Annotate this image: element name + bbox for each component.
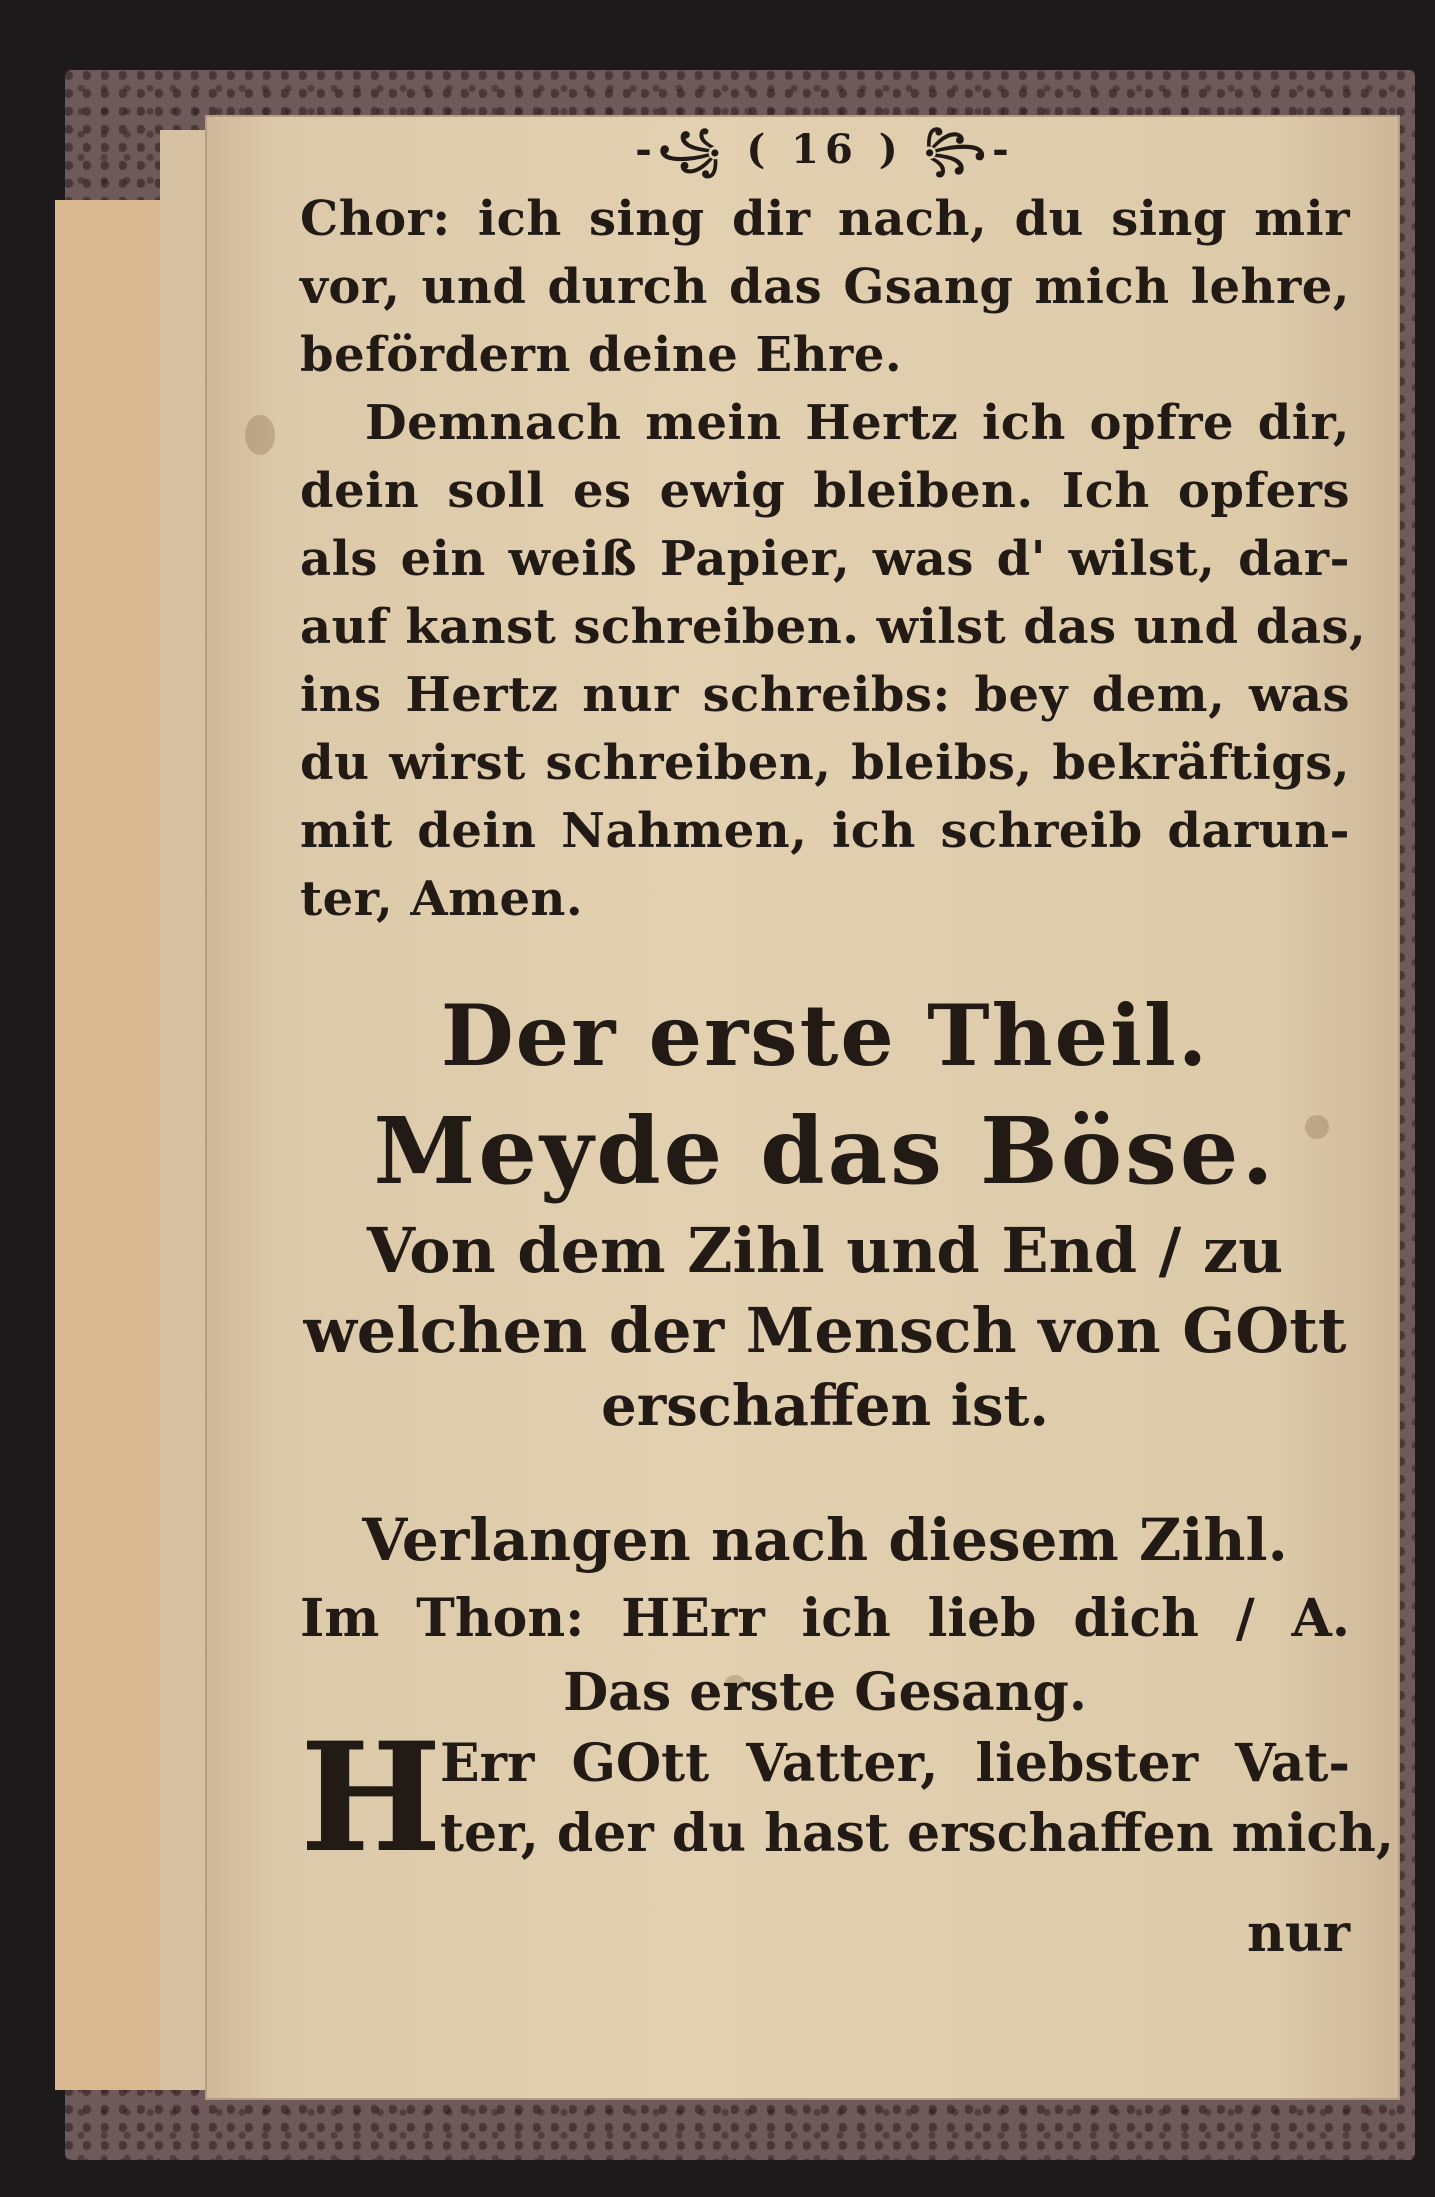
subtitle-line: erschaffen ist. <box>601 1373 1049 1439</box>
melody-indication: Im Thon: HErr ich lieb dich / A. <box>300 1588 1350 1649</box>
header-ornament-left: -꧁ <box>635 126 727 173</box>
text-line: mit dein Nahmen, ich schreib darun- <box>300 803 1350 859</box>
subtitle-line: Von dem Zihl und End / zu <box>366 1214 1284 1287</box>
verse-block <box>300 1710 1394 1899</box>
foxing-stain <box>245 415 275 455</box>
part-title: Der erste Theil. <box>440 986 1210 1085</box>
verse-line: ter, der du hast erschaffen mich, <box>440 1803 1394 1864</box>
chapter-subtitle <box>300 1211 1350 1441</box>
text-line: vor, und durch das Gsang mich lehre, <box>300 259 1350 315</box>
verse-line: Err GOtt Vatter, liebster Vat- <box>440 1733 1350 1794</box>
dropcap-initial: H <box>300 1710 442 1886</box>
text-line: auf kanst schreiben. wilst das und das, <box>300 599 1367 655</box>
section-title: Verlangen nach diesem Zihl. <box>362 1506 1288 1574</box>
page-text-block <box>300 115 1394 1969</box>
text-line: dein soll es ewig bleiben. Ich opfers <box>300 463 1350 519</box>
body-paragraph <box>300 185 1367 933</box>
text-line: Chor: ich sing dir nach, du sing mir <box>300 191 1350 247</box>
text-line: ins Hertz nur schreibs: bey dem, was <box>300 667 1350 723</box>
part-motto: Meyde das Böse. <box>373 1097 1277 1205</box>
song-title: Das erste Gesang. <box>563 1662 1087 1723</box>
subtitle-line: welchen der Mensch von GOtt <box>303 1294 1347 1367</box>
catchword: nur <box>1246 1903 1350 1964</box>
header-ornament-right: ꧂- <box>923 126 1015 173</box>
text-line: ter, Amen. <box>300 871 584 927</box>
text-line: du wirst schreiben, bleibs, bekräftigs, <box>300 735 1350 791</box>
text-line: Demnach mein Hertz ich opfre dir, <box>365 395 1350 451</box>
page-number: ( 16 ) <box>746 126 904 173</box>
text-line: befördern deine Ehre. <box>300 327 903 383</box>
text-line: als ein weiß Papier, was d' wilst, dar- <box>300 531 1350 587</box>
page-header <box>300 115 1350 185</box>
